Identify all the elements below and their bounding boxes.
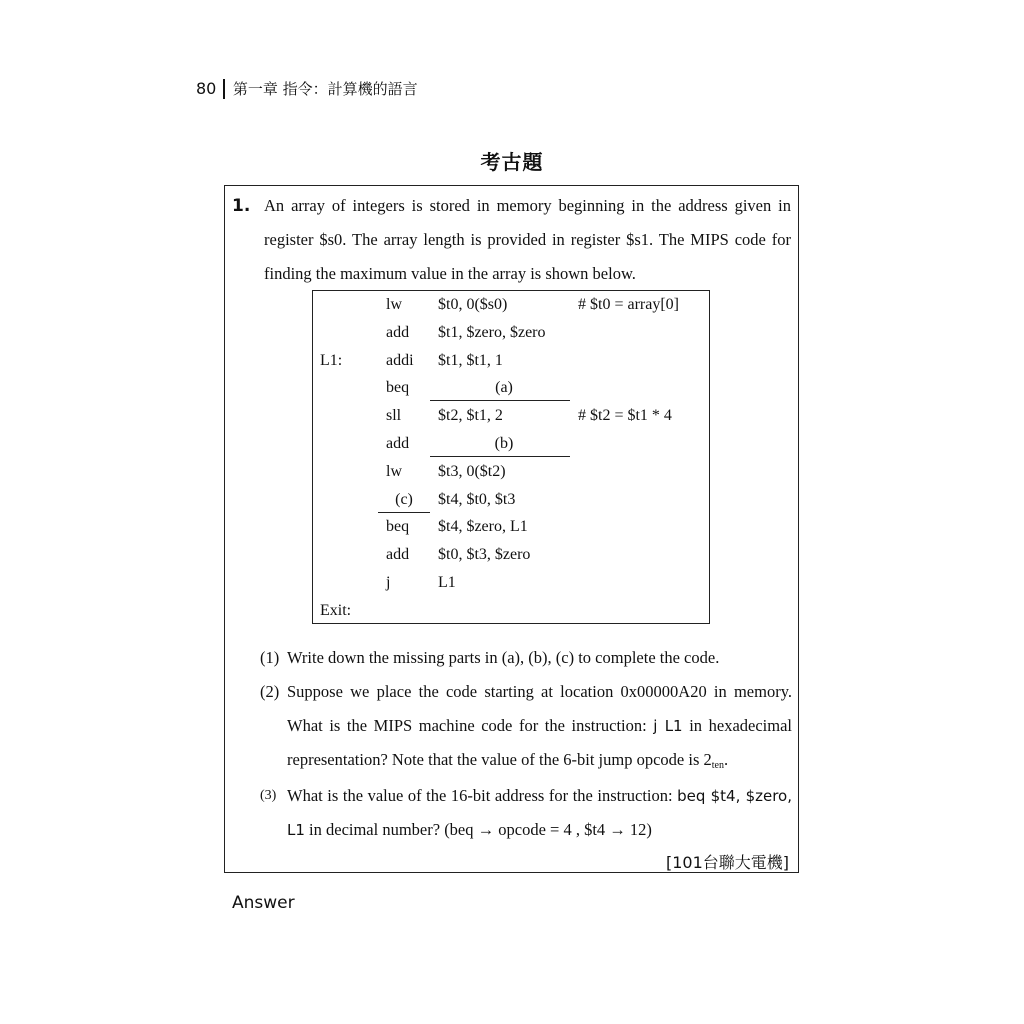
question-source: [101台聯大電機] <box>665 853 789 872</box>
text-part: . <box>723 750 729 769</box>
section-title: 考古題 <box>480 150 544 174</box>
intro-line-3: finding the maximum value in the array is shown below. <box>264 264 636 283</box>
code-operands: $t4, $zero, L1 <box>438 518 528 536</box>
sub-question-3-line-2 <box>287 820 792 840</box>
intro-line-1: An array of integers is stored in memory beginning in the address given in <box>264 196 791 215</box>
code-comment: # $t0 = array[0] <box>578 296 679 313</box>
code-operands: $t1, $t1, 1 <box>438 351 503 369</box>
intro-line-2: register $s0. The array length is provided in register $s1. The MIPS code for <box>264 230 791 249</box>
code-opcode: beq <box>386 518 410 536</box>
code-opcode: sll <box>386 407 402 425</box>
sub-question-1-number: (1) <box>260 648 280 667</box>
header-divider <box>223 79 225 99</box>
question-number: 1. <box>232 196 251 216</box>
subscript: ten <box>711 760 724 771</box>
code-inline: beq $t4, $zero, <box>677 787 792 805</box>
sub-question-2-number: (2) <box>260 682 280 701</box>
sub-question-2-line-1: Suppose we place the code starting at location 0x00000A20 in memory. <box>287 682 792 701</box>
code-inline: j L1 <box>653 717 683 735</box>
text-part: in hexadecimal <box>682 716 792 735</box>
code-comment: # $t2 = $t1 * 4 <box>578 407 672 425</box>
code-opcode: j <box>386 574 391 591</box>
blank-b-underline <box>430 456 570 457</box>
code-opcode: add <box>386 323 410 341</box>
code-operands: (a) <box>495 379 513 397</box>
text-part: in decimal number? (beq → opcode = 4 , $t4 → 12) <box>304 820 652 839</box>
code-operands: $t3, 0($t2) <box>438 462 506 480</box>
code-opcode: lw <box>386 462 402 480</box>
code-opcode: add <box>386 435 410 452</box>
code-label: L1: <box>320 351 343 369</box>
sub-question-1-text: Write down the missing parts in (a), (b), (c) to complete the code. <box>287 648 720 667</box>
text-part: What is the MIPS machine code for the instruction: <box>287 716 654 735</box>
blank-c-underline <box>378 512 430 513</box>
code-opcode: (c) <box>395 490 413 508</box>
text-part: What is the value of the 16-bit address for the instruction: <box>287 786 678 805</box>
code-operands: $t4, $t0, $t3 <box>438 490 516 508</box>
code-operands: $t0, $t3, $zero <box>438 546 531 564</box>
page-header <box>196 78 418 99</box>
blank-a-underline <box>430 400 570 401</box>
code-operands: $t0, 0($s0) <box>438 296 508 313</box>
sub-question-2-line-2 <box>287 716 792 736</box>
sub-question-2-line-3 <box>287 750 792 776</box>
code-operands: $t1, $zero, $zero <box>438 323 546 341</box>
code-opcode: addi <box>386 351 414 369</box>
text-part: representation? Note that the value of the 6-bit jump opcode is 2 <box>287 750 712 769</box>
code-opcode: beq <box>386 379 410 397</box>
sub-question-3-line-1 <box>287 786 792 806</box>
code-opcode: add <box>386 546 410 564</box>
code-operands: L1 <box>438 574 456 591</box>
code-operands: (b) <box>494 435 514 452</box>
sub-question-3-number: (3) <box>260 788 277 803</box>
code-inline: L1 <box>287 821 305 839</box>
code-operands: $t2, $t1, 2 <box>438 407 503 425</box>
code-opcode: lw <box>386 296 402 313</box>
code-label: Exit: <box>320 601 352 619</box>
page-number: 80 <box>196 79 217 98</box>
answer-heading: Answer <box>232 893 295 913</box>
chapter-title: 第一章 指令：計算機的語言 <box>232 80 418 98</box>
